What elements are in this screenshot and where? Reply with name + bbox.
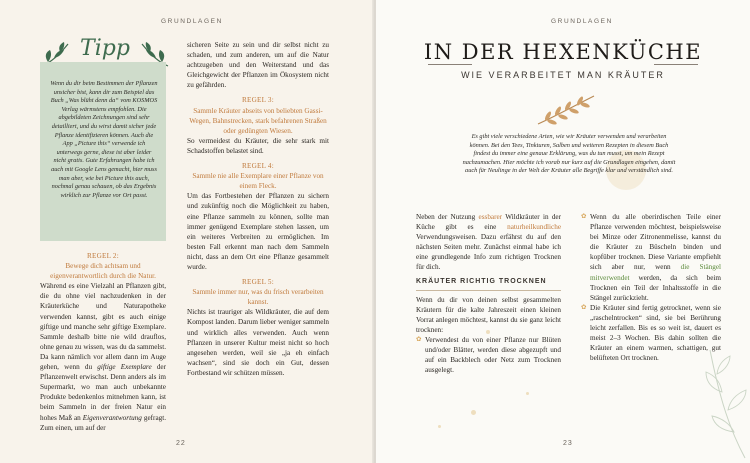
right-column-1 bbox=[416, 212, 561, 375]
chapter-title: IN DER HEXENKÜCHE bbox=[423, 40, 703, 64]
paragraph: Um das Fortbestehen der Pflanzen zu sichern und zukünftig noch die Möglichkeit zu haben, eine Pflanze sammeln zu können, sollte man immer genügend Exemplare stehen lassen, um ein weiteres Verbreiten zu ermöglichen. Im besten Fall erkennt man nach dem Sammeln nicht, dass an dem Ort eine Pflanze gesammelt wurde. bbox=[187, 192, 329, 271]
rule-heading: REGEL 5: bbox=[242, 278, 274, 287]
rule-heading: REGEL 4: bbox=[242, 162, 274, 171]
paragraph: Neben der Nutzung essbarer Wildkräuter in der Küche gibt es eine naturheilkundliche Verwendungsweisen. Dazu erfährst du auf den nächsten Seiten mehr. Zunächst einmal habe ich eine grundlegende Info zum richtigen Trocknen für dich. bbox=[416, 213, 562, 272]
tip-box bbox=[40, 62, 166, 241]
tip-text: Wenn du dir beim Bestimmen der Pflanzen unsicher bist, kann dir zum Beispiel das Buch „Was blüht denn da“ vom KOSMOS Verlag wärmstens empfohlen. Die abgebildeten Zeichnungen sind sehr detailliert, und du wirst damit sicher jede Pflanze identifizieren können. Auch die App „Picture this“ verwende ich unterwegs gerne, diese ist aber leider nicht gratis. Gute Erfahrungen habe ich auch mit Google Lens gemacht, hier muss man aber, wie bei Picture this auch, nochmal genau schauen, ob das Ergebnis wirklich zur Pflanze vor Ort passt. bbox=[50, 80, 158, 199]
list-item: ✿ Verwendest du von einer Pflanze nur Blüten und/oder Blätter, werden diese abgezupft und auf ein Backblech oder Netz zum Trocknen ausgelegt. bbox=[416, 335, 561, 375]
right-page bbox=[376, 0, 750, 463]
rule-title: Bewege dich achtsam und eigenverantwortlich durch die Natur. bbox=[50, 262, 156, 281]
rule-title: Sammle Kräuter abseits von beliebten Gassi-Wegen, Bahnstrecken, stark befahrenen Straßen oder gedüngten Wiesen. bbox=[189, 106, 327, 135]
intro-text: Es gibt viele verschiedene Arten, wie wir Kräuter verwenden und verarbeiten können. Bei den Tees, Tinkturen, Salben und weiteren Rezepten in diesem Buch findest du immer eine genaue Erklärung, was du tun musst, um mein Rezept nachzumachen. Hier möchte ich vorab nur kurz auf die Grundlagen eingehen, damit auch für Neulinge in der Welt der Kräuter alle Begriffe klar und verständlich sind. bbox=[462, 133, 676, 174]
rule-title: Sammle immer nur, was du frisch verarbeiten kannst. bbox=[192, 288, 324, 307]
left-column-1 bbox=[40, 251, 166, 433]
page-number: 22 bbox=[176, 440, 186, 447]
rule-title: Sammle nie alle Exemplare einer Pflanze von einem Fleck. bbox=[192, 172, 324, 191]
list-item: ✿ Wenn du alle oberirdischen Teile einer Pflanze verwenden möchtest, beispielsweise bei Minze oder Zitronenmelisse, kannst du die Kräuter zu Büscheln binden und kopfüber trocknen. Diese Variante empfiehlt sich aber nur, wenn die Stängel mitverwendet werden, da sich beim Trocknen ein Teil der Inhaltsstoffe in die Stängel zurückzieht. bbox=[581, 212, 721, 303]
leaf-branch-icon bbox=[690, 340, 750, 460]
title-rule bbox=[654, 64, 698, 65]
title-rule bbox=[428, 64, 472, 65]
herb-sprig-icon bbox=[534, 92, 598, 128]
paragraph: sicheren Seite zu sein und dir selbst nicht zu schaden, und zum anderen, um auf die Natur achtzugeben und den Weiterstand und das Gleichgewicht der Pflanzen im Ökosystem nicht zu gefährden. bbox=[187, 41, 329, 90]
paragraph: Nichts ist trauriger als Wildkräuter, die auf dem Kompost landen. Darum lieber weniger sammeln und wirklich alles verwenden. Auch wenn Pflanzen in unserer Kultur meist nicht so hoch angesehen werden, weil sie „ja eh einfach wachsen“, sind sie doch ein Gut, dessen Fortbestand wir schützen müssen. bbox=[187, 308, 329, 377]
paragraph: So vermeidest du Kräuter, die sehr stark mit Schadstoffen belastet sind. bbox=[187, 136, 329, 155]
bullet-list bbox=[416, 335, 561, 375]
rule-heading: REGEL 3: bbox=[242, 96, 274, 105]
left-column-2 bbox=[187, 40, 329, 378]
gold-dot bbox=[438, 425, 441, 428]
tip-title: Tipp bbox=[80, 36, 130, 61]
running-head: GRUNDLAGEN bbox=[161, 18, 223, 25]
page-number: 23 bbox=[563, 440, 573, 447]
gold-dot bbox=[526, 392, 529, 395]
left-page bbox=[0, 0, 374, 463]
chapter-subtitle: WIE VERARBEITET MAN KRÄUTER bbox=[461, 70, 665, 80]
list-item: ✿ Die Kräuter sind fertig getrocknet, wenn sie „raschelntrocken“ sind, sie bei Berührung leicht zerfallen. Bis es so weit ist, dauert es meist 2–3 Wochen. Bis dahin sollten die Kräuter an einem warmen, schattigen, gut belüfteten Ort trocknen. bbox=[581, 303, 721, 364]
gold-dot bbox=[471, 410, 476, 415]
paragraph: Während es eine Vielzahl an Pflanzen gibt, die du ohne viel nachzudenken in der Kräuterküche und Naturapotheke verwenden kannst, gibt es auch einige giftige und manche sehr giftige Exemplare. Sammle deshalb bitte nie wild drauflos, ohne genau zu wissen, was du da sammelst. Da kann nämlich vor allem dann im Auge gehen, wenn du giftige Exemplare der Pflanzenwelt erwischst. Denn anders als im Supermarkt, wo man auch unbekannte Produkte bedenkenlos mitnehmen kann, ist beim Sammeln in der freien Natur ein hohes Maß an Eigenverantwortung gefragt. Zum einen, um auf der bbox=[40, 282, 167, 432]
section-heading: KRÄUTER RICHTIG TROCKNEN bbox=[416, 277, 561, 291]
rule-heading: REGEL 2: bbox=[87, 252, 119, 260]
running-head: GRUNDLAGEN bbox=[551, 18, 613, 25]
paragraph: Wenn du dir von deinen selbst gesammelten Kräutern für die kalte Jahreszeit einen kleinen Vorrat anlegen möchtest, kannst du sie ganz leicht trocknen: bbox=[416, 295, 561, 334]
